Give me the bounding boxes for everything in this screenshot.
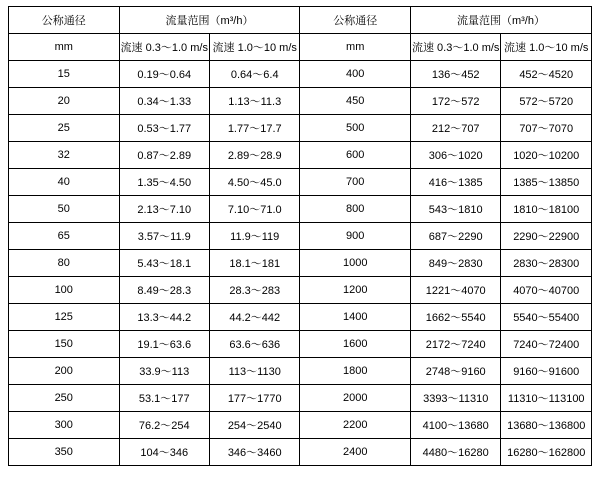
table-row (9, 385, 592, 412)
cell-dn-right: 2000 (300, 385, 411, 412)
header-speed-high-right: 流速 1.0～10 m/s (501, 34, 592, 61)
cell-low-left: 19.1～63.6 (119, 331, 209, 358)
cell-dn-left: 350 (9, 439, 120, 466)
cell-high-left: 63.6～636 (209, 331, 299, 358)
cell-dn-left: 80 (9, 250, 120, 277)
cell-low-left: 53.1～177 (119, 385, 209, 412)
cell-dn-right: 1800 (300, 358, 411, 385)
cell-low-left: 5.43～18.1 (119, 250, 209, 277)
cell-dn-right: 1200 (300, 277, 411, 304)
cell-high-left: 1.77～17.7 (209, 115, 299, 142)
cell-low-right: 3393～11310 (410, 385, 500, 412)
cell-dn-left: 40 (9, 169, 120, 196)
cell-dn-right: 1600 (300, 331, 411, 358)
cell-high-left: 4.50～45.0 (209, 169, 299, 196)
header-unit-right: mm (300, 34, 411, 61)
table-header-row-sub (9, 34, 592, 61)
cell-low-left: 3.57～11.9 (119, 223, 209, 250)
cell-dn-right: 500 (300, 115, 411, 142)
cell-low-right: 306～1020 (410, 142, 500, 169)
cell-low-right: 172～572 (410, 88, 500, 115)
cell-dn-left: 125 (9, 304, 120, 331)
cell-dn-left: 200 (9, 358, 120, 385)
cell-high-left: 44.2～442 (209, 304, 299, 331)
cell-dn-right: 2400 (300, 439, 411, 466)
cell-high-left: 28.3～283 (209, 277, 299, 304)
cell-low-left: 33.9～113 (119, 358, 209, 385)
cell-dn-right: 1400 (300, 304, 411, 331)
cell-dn-left: 50 (9, 196, 120, 223)
cell-low-left: 76.2～254 (119, 412, 209, 439)
cell-high-left: 254～2540 (209, 412, 299, 439)
cell-high-right: 1810～18100 (501, 196, 592, 223)
cell-low-right: 2172～7240 (410, 331, 500, 358)
cell-high-right: 1385～13850 (501, 169, 592, 196)
cell-high-left: 11.9～119 (209, 223, 299, 250)
cell-dn-right: 450 (300, 88, 411, 115)
cell-dn-right: 900 (300, 223, 411, 250)
cell-high-left: 346～3460 (209, 439, 299, 466)
cell-high-right: 13680～136800 (501, 412, 592, 439)
cell-low-left: 8.49～28.3 (119, 277, 209, 304)
cell-low-right: 136～452 (410, 61, 500, 88)
cell-high-right: 572～5720 (501, 88, 592, 115)
cell-high-left: 1.13～11.3 (209, 88, 299, 115)
cell-low-left: 0.87～2.89 (119, 142, 209, 169)
cell-dn-left: 150 (9, 331, 120, 358)
cell-dn-left: 32 (9, 142, 120, 169)
cell-low-left: 1.35～4.50 (119, 169, 209, 196)
cell-high-right: 7240～72400 (501, 331, 592, 358)
cell-high-right: 4070～40700 (501, 277, 592, 304)
table-row (9, 142, 592, 169)
table-row (9, 61, 592, 88)
header-flow-range-left: 流量范围（m³/h） (119, 7, 300, 34)
cell-dn-right: 700 (300, 169, 411, 196)
cell-high-left: 113～1130 (209, 358, 299, 385)
cell-low-right: 543～1810 (410, 196, 500, 223)
table-body (9, 7, 592, 466)
table-row (9, 196, 592, 223)
cell-dn-right: 2200 (300, 412, 411, 439)
cell-high-right: 2290～22900 (501, 223, 592, 250)
cell-low-right: 1221～4070 (410, 277, 500, 304)
cell-high-left: 7.10～71.0 (209, 196, 299, 223)
table-row (9, 412, 592, 439)
cell-dn-right: 600 (300, 142, 411, 169)
table-row (9, 331, 592, 358)
cell-low-left: 0.34～1.33 (119, 88, 209, 115)
header-flow-range-right: 流量范围（m³/h） (410, 7, 591, 34)
cell-high-right: 452～4520 (501, 61, 592, 88)
table-row (9, 358, 592, 385)
cell-dn-left: 65 (9, 223, 120, 250)
cell-high-left: 177～1770 (209, 385, 299, 412)
cell-low-right: 687～2290 (410, 223, 500, 250)
cell-low-right: 1662～5540 (410, 304, 500, 331)
cell-high-left: 2.89～28.9 (209, 142, 299, 169)
cell-low-right: 416～1385 (410, 169, 500, 196)
table-header-row-main (9, 7, 592, 34)
header-nominal-diameter-left: 公称通径 (9, 7, 120, 34)
cell-high-left: 18.1～181 (209, 250, 299, 277)
table-row (9, 250, 592, 277)
cell-dn-left: 25 (9, 115, 120, 142)
cell-high-right: 11310～113100 (501, 385, 592, 412)
cell-low-left: 13.3～44.2 (119, 304, 209, 331)
cell-high-left: 0.64～6.4 (209, 61, 299, 88)
cell-low-left: 2.13～7.10 (119, 196, 209, 223)
cell-dn-right: 800 (300, 196, 411, 223)
cell-high-right: 9160～91600 (501, 358, 592, 385)
cell-high-right: 2830～28300 (501, 250, 592, 277)
flow-range-table (8, 6, 592, 466)
table-row (9, 439, 592, 466)
header-speed-low-right: 流速 0.3～1.0 m/s (410, 34, 500, 61)
table-row (9, 88, 592, 115)
cell-dn-right: 1000 (300, 250, 411, 277)
cell-high-right: 1020～10200 (501, 142, 592, 169)
cell-high-right: 16280～162800 (501, 439, 592, 466)
cell-low-right: 4480～16280 (410, 439, 500, 466)
cell-low-right: 2748～9160 (410, 358, 500, 385)
header-unit-left: mm (9, 34, 120, 61)
cell-high-right: 707～7070 (501, 115, 592, 142)
cell-dn-left: 250 (9, 385, 120, 412)
cell-dn-left: 100 (9, 277, 120, 304)
cell-low-right: 849～2830 (410, 250, 500, 277)
cell-dn-left: 20 (9, 88, 120, 115)
header-nominal-diameter-right: 公称通径 (300, 7, 411, 34)
cell-low-right: 4100～13680 (410, 412, 500, 439)
cell-low-left: 0.53～1.77 (119, 115, 209, 142)
table-row (9, 169, 592, 196)
cell-dn-left: 300 (9, 412, 120, 439)
table-row (9, 223, 592, 250)
cell-dn-left: 15 (9, 61, 120, 88)
table-row (9, 277, 592, 304)
cell-low-left: 104～346 (119, 439, 209, 466)
cell-high-right: 5540～55400 (501, 304, 592, 331)
cell-dn-right: 400 (300, 61, 411, 88)
cell-low-right: 212～707 (410, 115, 500, 142)
header-speed-high-left: 流速 1.0～10 m/s (209, 34, 299, 61)
table-row (9, 304, 592, 331)
table-row (9, 115, 592, 142)
header-speed-low-left: 流速 0.3～1.0 m/s (119, 34, 209, 61)
cell-low-left: 0.19～0.64 (119, 61, 209, 88)
